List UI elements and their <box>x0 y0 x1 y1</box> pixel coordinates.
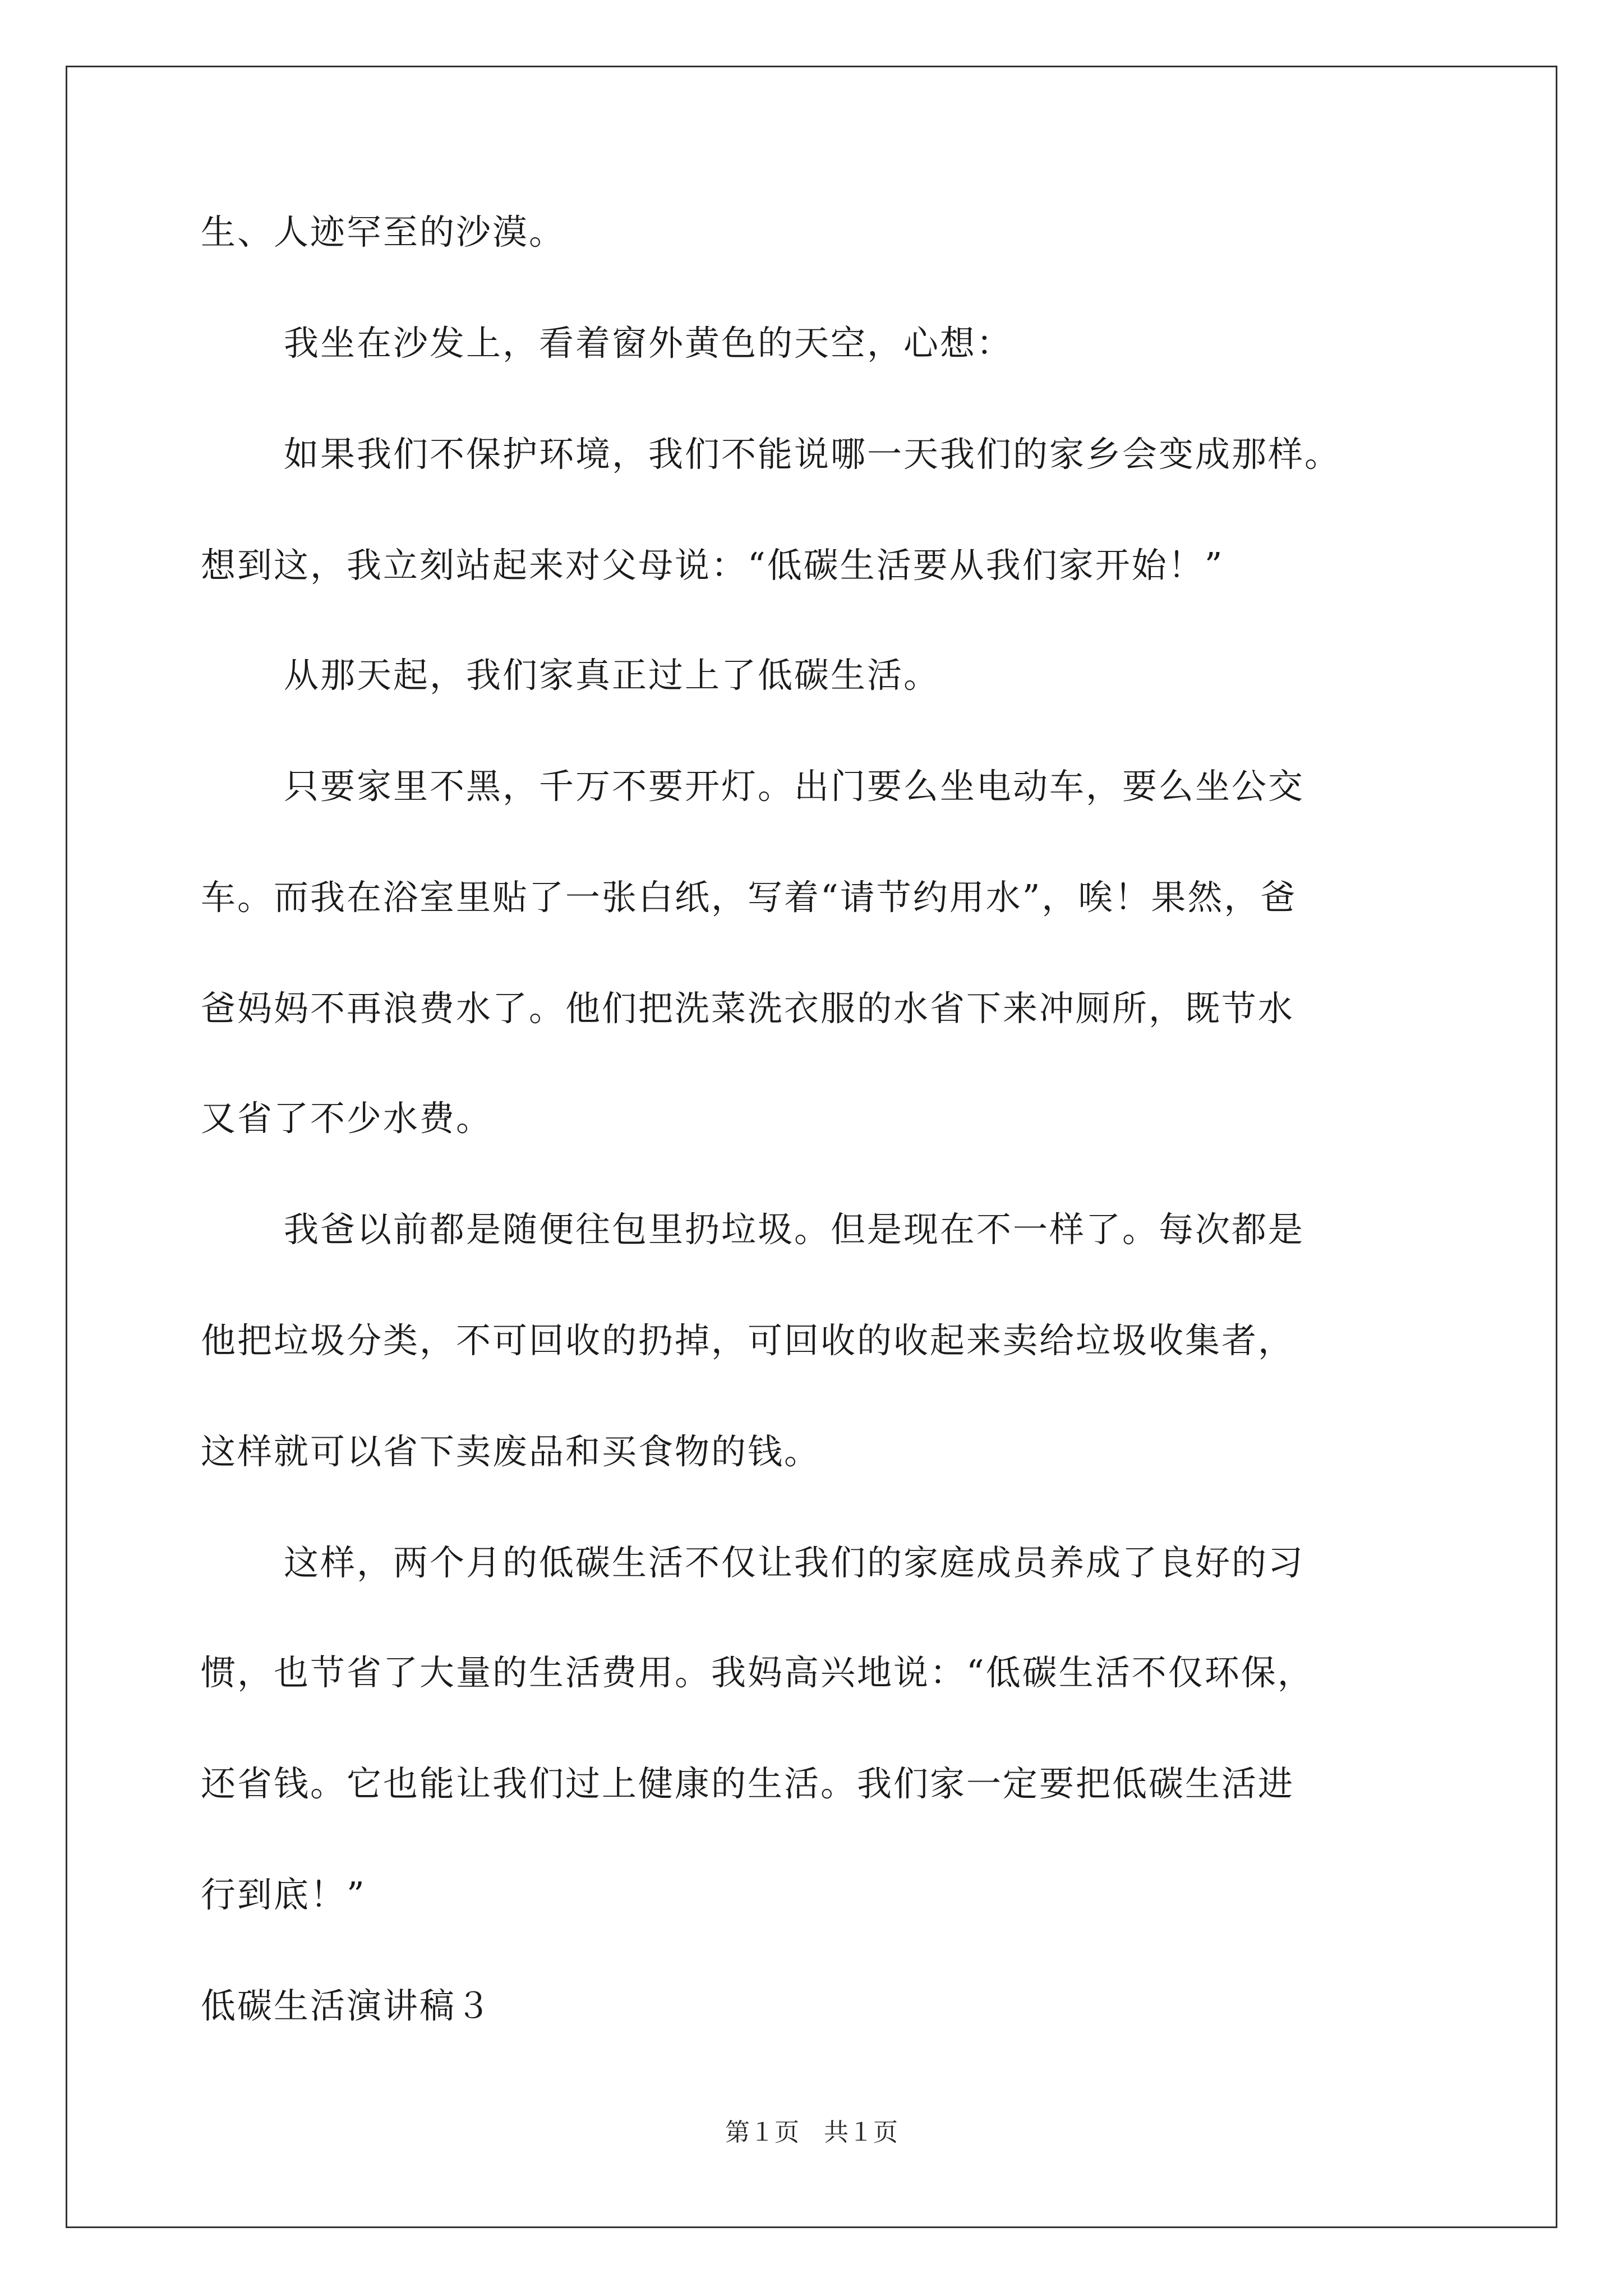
text-line: 行到底！” <box>201 1874 366 1915</box>
text-line: 又省了不少水费。 <box>201 1098 493 1139</box>
section-heading: 低碳生活演讲稿３ <box>201 1985 493 2026</box>
text-line: 爸妈妈不再浪费水了。他们把洗菜洗衣服的水省下来冲厕所，既节水 <box>201 988 1295 1029</box>
text-line: 这样，两个月的低碳生活不仅让我们的家庭成员养成了良好的习 <box>284 1542 1305 1583</box>
text-line: 我坐在沙发上，看着窗外黄色的天空，心想： <box>284 323 1013 364</box>
text-line: 这样就可以省下卖废品和买食物的钱。 <box>201 1431 821 1472</box>
text-line: 如果我们不保护环境，我们不能说哪一天我们的家乡会变成那样。 <box>284 434 1341 475</box>
text-line: 车。而我在浴室里贴了一张白纸，写着“请节约用水”，唉！果然，爸 <box>201 877 1297 918</box>
text-line: 从那天起，我们家真正过上了低碳生活。 <box>284 655 940 696</box>
text-line: 我爸以前都是随便往包里扔垃圾。但是现在不一样了。每次都是 <box>284 1209 1305 1250</box>
text-line: 他把垃圾分类，不可回收的扔掉，可回收的收起来卖给垃圾收集者， <box>201 1320 1295 1361</box>
text-line: 想到这，我立刻站起来对父母说：“低碳生活要从我们家开始！” <box>201 545 1224 586</box>
text-line: 只要家里不黑，千万不要开灯。出门要么坐电动车，要么坐公交 <box>284 766 1305 807</box>
text-line: 还省钱。它也能让我们过上健康的生活。我们家一定要把低碳生活进 <box>201 1763 1295 1804</box>
text-line: 生、人迹罕至的沙漠。 <box>201 211 566 252</box>
text-line: 惯，也节省了大量的生活费用。我妈高兴地说：“低碳生活不仅环保， <box>201 1652 1314 1693</box>
page-number-footer: 第１页 共１页 <box>725 2118 898 2147</box>
